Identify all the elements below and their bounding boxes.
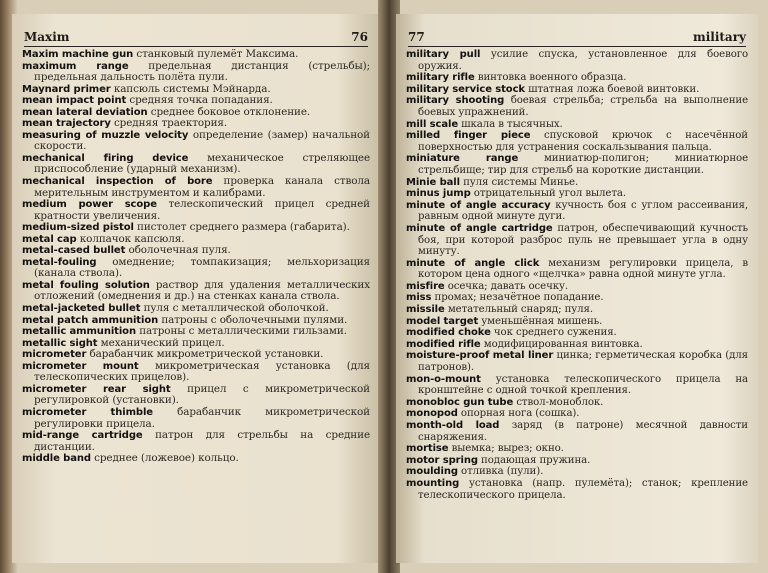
- entry-definition: отливка (пули).: [461, 466, 544, 478]
- entry-definition: пистолет среднего размера (габарита).: [137, 221, 350, 234]
- entry-term: medium-sized pistol: [22, 222, 134, 234]
- entry-term: metal-jacketed bullet: [22, 303, 141, 315]
- dictionary-entry: [406, 443, 748, 455]
- dictionary-entry: [406, 466, 748, 478]
- entry-term: maximum range: [22, 60, 129, 72]
- entry-definition: омеднение; томпакизация; мельхоризация (канала ствола).: [34, 255, 370, 280]
- dictionary-entry: [406, 374, 748, 397]
- entry-definition: раствор для удаления металлических отложений (омеднения и др.) на стенках канала ствола.: [34, 278, 370, 303]
- entry-term: miniature range: [406, 153, 519, 165]
- left-page-number: 76: [351, 30, 368, 44]
- entry-definition: пуля системы Минье.: [463, 176, 579, 188]
- entry-term: military pull: [406, 49, 481, 60]
- dictionary-entry: [22, 453, 370, 465]
- entry-term: missile: [406, 304, 445, 316]
- dictionary-entry: [406, 258, 748, 281]
- entry-term: minus jump: [406, 188, 471, 200]
- entry-definition: барабанчик микрометрической регулировки прицела.: [34, 405, 370, 430]
- entry-term: monopod: [406, 408, 458, 420]
- dictionary-entry: [406, 304, 748, 316]
- dictionary-entry: [406, 84, 748, 96]
- entry-definition: патрон для стрельбы на средние дистанции.: [34, 429, 371, 453]
- right-running-head: military: [693, 30, 746, 44]
- entry-definition: установка (напр. пулемёта); станок; крепление телескопического прицела.: [418, 477, 748, 501]
- entry-term: miss: [406, 292, 432, 304]
- entry-term: metal cap: [22, 233, 77, 245]
- dictionary-entry: [406, 292, 748, 304]
- entry-term: mechanical inspection of bore: [22, 176, 213, 188]
- entry-term: modified rifle: [406, 338, 481, 350]
- dictionary-entry: [22, 280, 370, 303]
- left-page: [12, 14, 380, 563]
- dictionary-entry: [406, 350, 748, 373]
- entry-term: mechanical firing device: [22, 152, 189, 164]
- entry-term: mean trajectory: [22, 118, 111, 130]
- dictionary-entry: [406, 420, 748, 443]
- dictionary-entry: [406, 130, 748, 153]
- entry-term: mon-o-mount: [406, 373, 481, 385]
- entry-definition: установка телескопического прицела на кронштейне с одной точкой крепления.: [418, 373, 748, 397]
- entry-term: Maxim machine gun: [22, 49, 134, 60]
- left-running-head: Maxim: [24, 30, 70, 44]
- entry-term: medium power scope: [22, 199, 157, 211]
- dictionary-entry: [406, 478, 748, 501]
- dictionary-entry: [406, 408, 748, 420]
- entry-definition: патроны с металлическими гильзами.: [139, 325, 347, 338]
- entry-definition: осечка; давать осечку.: [447, 280, 569, 292]
- entry-term: minute of angle click: [406, 257, 540, 269]
- left-entry-list: [22, 49, 370, 465]
- dictionary-entry: [406, 200, 748, 223]
- right-entry-list: [406, 49, 748, 501]
- entry-term: model target: [406, 315, 479, 327]
- entry-term: mid-range cartridge: [22, 430, 143, 442]
- dictionary-entry: [406, 223, 748, 258]
- dictionary-entry: [22, 384, 370, 407]
- entry-term: mounting: [406, 477, 460, 489]
- entry-definition: отрицательный угол вылета.: [473, 188, 626, 200]
- entry-term: metal-fouling: [22, 256, 97, 268]
- entry-term: moulding: [406, 466, 458, 478]
- entry-definition: механизм регулировки прицела, в котором цена одного «щелчка» равна одной минуте угла.: [418, 257, 749, 281]
- dictionary-entry: [22, 361, 370, 384]
- entry-definition: патроны с оболочечными пулями.: [161, 313, 348, 326]
- entry-term: minute of angle accuracy: [406, 199, 551, 211]
- entry-definition: уменьшённая мишень.: [481, 315, 603, 327]
- entry-definition: штатная ложа боевой винтовки.: [528, 83, 700, 95]
- entry-definition: капсюль системы Мэйнарда.: [113, 82, 271, 95]
- entry-term: military service stock: [406, 83, 525, 95]
- dictionary-entry: [406, 281, 748, 293]
- entry-term: military shooting: [406, 95, 505, 107]
- entry-definition: кучность боя с углом рассеивания, равным одной минуте дуги.: [418, 199, 749, 223]
- dictionary-entry: [406, 72, 748, 84]
- entry-definition: микрометрическая установка (для телескопических прицелов).: [34, 359, 370, 384]
- entry-term: moisture-proof metal liner: [406, 350, 554, 362]
- dictionary-entry: [406, 177, 748, 189]
- entry-definition: предельная дистанция (стрельбы); предельная дальность полёта пули.: [34, 59, 370, 84]
- entry-definition: среднее (ложевое) кольцо.: [94, 452, 239, 465]
- entry-term: middle band: [22, 453, 91, 465]
- entry-term: micrometer mount: [22, 360, 139, 372]
- entry-term: modified choke: [406, 327, 491, 339]
- right-page-number: 77: [408, 30, 425, 44]
- entry-term: micrometer rear sight: [22, 383, 171, 395]
- dictionary-entry: [406, 316, 748, 328]
- entry-definition: средняя точка попадания.: [129, 94, 273, 107]
- dictionary-entry: [406, 327, 748, 339]
- entry-definition: чок среднего сужения.: [493, 327, 617, 339]
- dictionary-entry: [406, 95, 748, 118]
- entry-definition: средняя траектория.: [113, 117, 228, 130]
- right-page-header: [408, 24, 746, 47]
- entry-term: metal fouling solution: [22, 279, 150, 291]
- entry-definition: пуля с металлической оболочкой.: [143, 302, 329, 315]
- entry-definition: выемка; вырез; окно.: [451, 443, 564, 455]
- entry-definition: механический прицел.: [100, 336, 225, 349]
- entry-term: mean impact point: [22, 95, 127, 107]
- dictionary-entry: [22, 130, 370, 153]
- entry-term: micrometer: [22, 349, 87, 361]
- entry-definition: среднее боковое отклонение.: [150, 105, 311, 118]
- entry-term: milled finger piece: [406, 130, 531, 142]
- entry-definition: подающая пружина.: [481, 454, 591, 466]
- entry-definition: цинка; герметическая коробка (для патронов).: [418, 350, 748, 374]
- dictionary-entry: [22, 61, 370, 84]
- entry-term: mean lateral deviation: [22, 106, 148, 118]
- entry-definition: прицел с микрометрической регулировкой (установки).: [34, 382, 370, 407]
- entry-definition: определение (замер) начальной скорости.: [34, 128, 371, 153]
- entry-definition: шкала в тысячных.: [461, 118, 563, 130]
- dictionary-entry: [22, 407, 370, 430]
- entry-term: Minie ball: [406, 176, 460, 188]
- entry-term: measuring of muzzle velocity: [22, 129, 189, 141]
- entry-term: mill scale: [406, 118, 459, 130]
- dictionary-entry: [406, 188, 748, 200]
- entry-definition: механическое стреляющее приспособление (ударный механизм).: [34, 151, 371, 176]
- right-page: [396, 14, 758, 563]
- entry-definition: боевая стрельба; стрельба на выполнение боевых упражнений.: [418, 95, 749, 118]
- entry-term: metallic sight: [22, 337, 98, 349]
- entry-definition: модифицированная винтовка.: [483, 338, 643, 350]
- entry-term: micrometer thimble: [22, 406, 153, 418]
- entry-term: minute of angle cartridge: [406, 222, 553, 234]
- entry-term: month-old load: [406, 420, 500, 431]
- dictionary-entry: [406, 397, 748, 409]
- dictionary-entry: [22, 257, 370, 280]
- dictionary-entry: [406, 49, 748, 72]
- dictionary-entry: [22, 222, 370, 234]
- entry-definition: колпачок капсюля.: [79, 232, 185, 245]
- entry-definition: проверка канала ствола мерительным инструментом и калибрами.: [34, 175, 371, 199]
- entry-term: military rifle: [406, 72, 475, 84]
- dictionary-entry: [406, 455, 748, 467]
- entry-definition: спусковой крючок с насечённой поверхностью для устранения соскальзывания пальца.: [418, 130, 748, 153]
- entry-definition: миниатюр-полигон; миниатюрное стрельбище; тир для стрельб на короткие дистанции.: [418, 153, 748, 176]
- entry-definition: винтовка военного образца.: [477, 72, 627, 84]
- dictionary-entry: [406, 339, 748, 351]
- entry-definition: опорная нога (сошка).: [460, 408, 580, 420]
- entry-definition: промах; незачётное попадание.: [434, 292, 604, 304]
- entry-term: mortise: [406, 443, 449, 455]
- entry-term: Maynard primer: [22, 83, 111, 95]
- entry-definition: станковый пулемёт Максима.: [136, 48, 299, 60]
- dictionary-entry: [22, 153, 370, 176]
- entry-definition: телескопический прицел средней кратности увеличения.: [34, 198, 371, 222]
- entry-definition: метательный снаряд; пуля.: [447, 304, 593, 316]
- dictionary-entry: [22, 199, 370, 222]
- dictionary-entry: [22, 176, 370, 199]
- entry-term: motor spring: [406, 454, 478, 466]
- dictionary-entry: [22, 430, 370, 453]
- entry-definition: заряд (в патроне) месячной давности снаряжения.: [418, 420, 748, 443]
- dictionary-entry: [406, 153, 748, 176]
- entry-term: metal patch ammunition: [22, 314, 159, 326]
- entry-definition: усилие спуска, установленное для боевого оружия.: [418, 49, 749, 72]
- entry-definition: барабанчик микрометрической установки.: [89, 348, 324, 361]
- entry-term: monobloc gun tube: [406, 396, 514, 408]
- entry-definition: ствол-моноблок.: [516, 396, 604, 408]
- entry-term: metallic ammunition: [22, 326, 136, 338]
- dictionary-entry: [406, 119, 748, 131]
- entry-definition: патрон, обеспечивающий кучность боя, при которой разброс пуль не превышает угла в одну минуту.: [418, 222, 749, 258]
- entry-term: misfire: [406, 280, 445, 292]
- left-page-header: [24, 24, 368, 47]
- entry-term: metal-cased bullet: [22, 245, 126, 257]
- entry-definition: оболочечная пуля.: [128, 244, 231, 257]
